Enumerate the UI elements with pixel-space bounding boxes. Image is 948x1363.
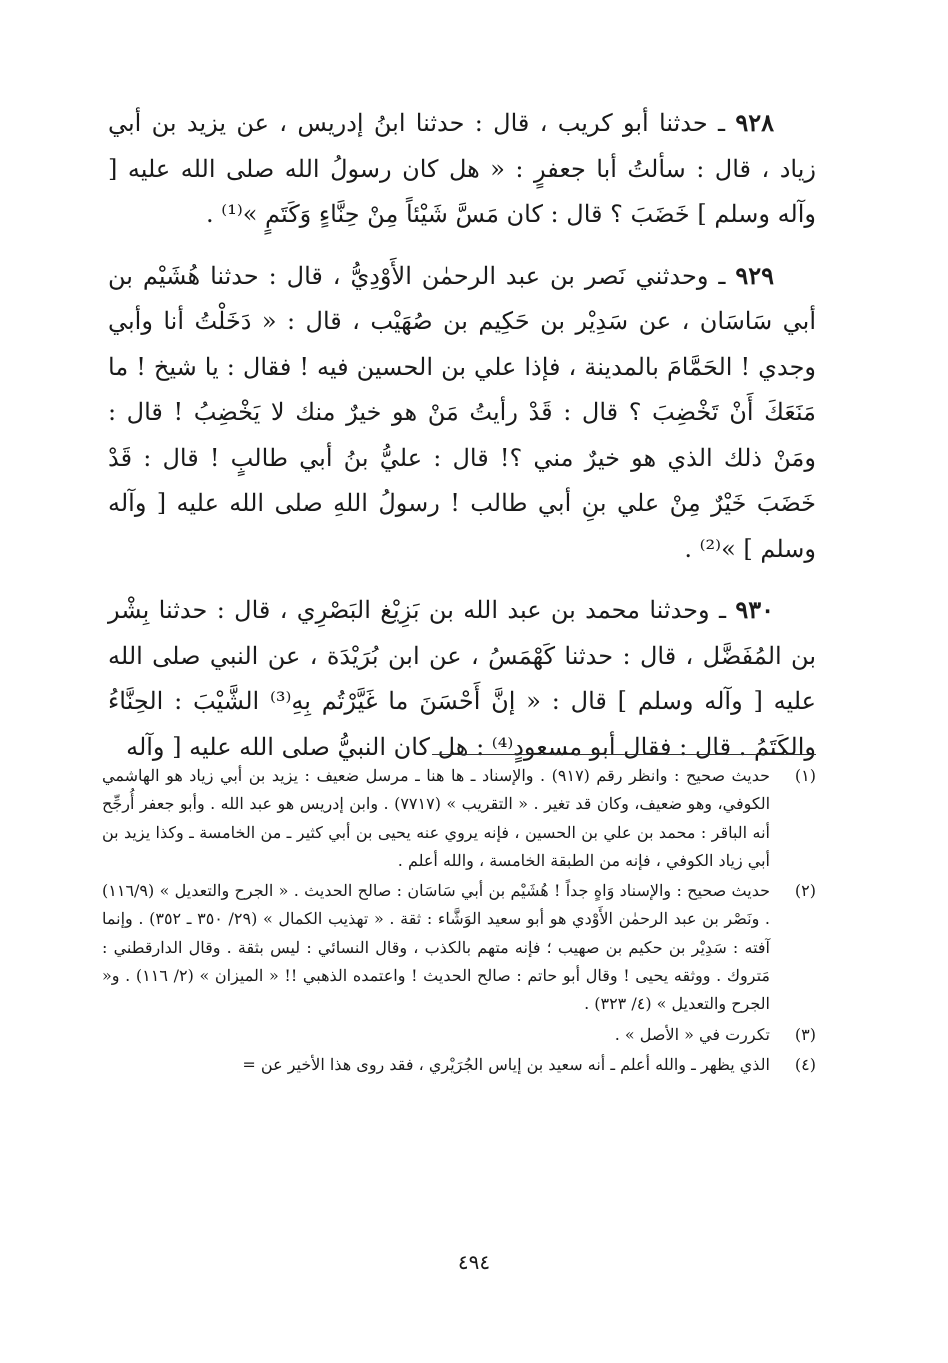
footnote-mark: (٢) bbox=[794, 881, 816, 901]
footnote-2 bbox=[102, 877, 816, 1018]
footnote-1 bbox=[102, 762, 816, 875]
footnotes bbox=[102, 762, 816, 1081]
hadith-text: ـ وحدثنا محمد بن عبد الله بن بَزِيْغ البَصْرِي ، قال : حدثنا بِشْر بن المُفَضَّل ، قال : حدثنا كَهْمَسُ ، عن ابن بُرَيْدَة ، عن النبي صلى الله عليه [ وآله وسلم ] قال : « إنَّ أَحْسَنَ ما غَيَّرْتُم بِهِ⁽³⁾ الشَّيْبَ : الحِنَّاءُ والكَتَمُ . قال : فقال أبو مسعودٍ⁽⁴⁾ : هل كان النبيُّ صلى الله عليه [ وآله bbox=[108, 596, 816, 761]
hadith-number: ٩٣٠ bbox=[735, 595, 774, 624]
hadith-930 bbox=[108, 587, 816, 770]
footnote-4 bbox=[102, 1051, 816, 1079]
footnote-divider bbox=[432, 754, 816, 755]
main-text bbox=[108, 100, 816, 785]
hadith-929 bbox=[108, 253, 816, 573]
footnote-text: الذي يظهر ـ والله أعلم ـ أنه سعيد بن إياس الجُرَيْري ، فقد روى هذا الأخير عن = bbox=[242, 1054, 770, 1074]
footnote-mark: (٣) bbox=[794, 1024, 816, 1044]
hadith-text: ـ حدثنا أبو كريب ، قال : حدثنا ابنُ إدريس ، عن يزيد بن أبي زياد ، قال : سألتُ أبا جعفرٍ : « هل كان رسولُ الله صلى الله عليه [ وآله وسلم ] خَضَبَ ؟ قال : كان مَسَّ شَيْئاً مِنْ حِنَّاءٍ وَكَتَمٍ »⁽¹⁾ . bbox=[108, 109, 816, 228]
hadith-number: ٩٢٩ bbox=[735, 260, 774, 290]
hadith-928 bbox=[108, 100, 816, 238]
page-number: ٤٩٤ bbox=[457, 1250, 491, 1274]
footnote-text: حديث صحيح : وانظر رقم (٩١٧) . والإسناد ـ ها هنا ـ مرسل ضعيف : يزيد بن أبي زياد هو الهاشمي الكوفي، وهو ضعيف، وكان قد تغير . « التقريب » (٧٧١٧) . وابن إدريس هو عبد الله . وأبو جعفر أُرجِّح أنه الباقر : محمد بن علي بن الحسين ، فإنه يروي عنه يحيى بن أبي كثير ـ من الخامسة ـ وكذا يزيد بن أبي زياد الكوفي ، فإنه من الطبقة الخامسة ، والله أعلم . bbox=[102, 766, 771, 870]
footnote-mark: (٤) bbox=[794, 1054, 816, 1074]
footnote-mark: (١) bbox=[794, 766, 816, 785]
footnote-3 bbox=[102, 1021, 816, 1049]
hadith-number: ٩٢٨ bbox=[735, 108, 774, 137]
footnote-text: تكررت في « الأصل » . bbox=[614, 1024, 770, 1044]
hadith-text: ـ وحدثني نَصر بن عبد الرحمٰن الأَوْدِيُّ ، قال : حدثنا هُشَيْم بن أبي سَاسَان ، عن سَدِيْر بن حَكِيم بن صُهَيْب ، قال : « دَخَلْتُ أنا وأبي وجدي ! الحَمَّامَ بالمدينة ، فإذا علي بن الحسين فيه ! فقال : يا شيخ ! ما مَنَعَكَ أَنْ تَخْضِبَ ؟ قال : قَدْ رأيتُ مَنْ هو خيرٌ منك لا يَخْضِبُ ! قال : ومَنْ ذلك الذي هو خيرٌ مني ؟! قال : عليُّ بنُ أبي طالبٍ ! قال : قَدْ خَضَبَ خَيْرٌ مِنْ علي بنِ أبي طالب ! رسولُ اللهِ صلى الله عليه [ وآله وسلم ] »⁽²⁾ . bbox=[108, 261, 816, 563]
footnote-text: حديث صحيح : والإسناد وَاهٍ جداً ! هُشَيْم بن أبي سَاسَان : صالح الحديث . « الجرح والتعديل » (١١٦/٩) . ونَصْر بن عبد الرحمٰن الأَوْدي هو أبو سعيد الوَشَّاء : ثقة . « تهذيب الكمال » (٢٩/ ٣٥٠ ـ ٣٥٢) . وإنما آفته : سَدِيْر بن حكيم بن صهيب ؛ فإنه متهم بالكذب ، وقال النسائي : ليس بثقة . وقال الدارقطني : مَتروك . ووثقه يحيى ! وقال أبو حاتم : صالح الحديث ! واعتمده الذهبي !! « الميزان » (٢/ ١١٦) . و« الجرح والتعديل » (٤/ ٣٢٣) . bbox=[102, 881, 771, 1014]
